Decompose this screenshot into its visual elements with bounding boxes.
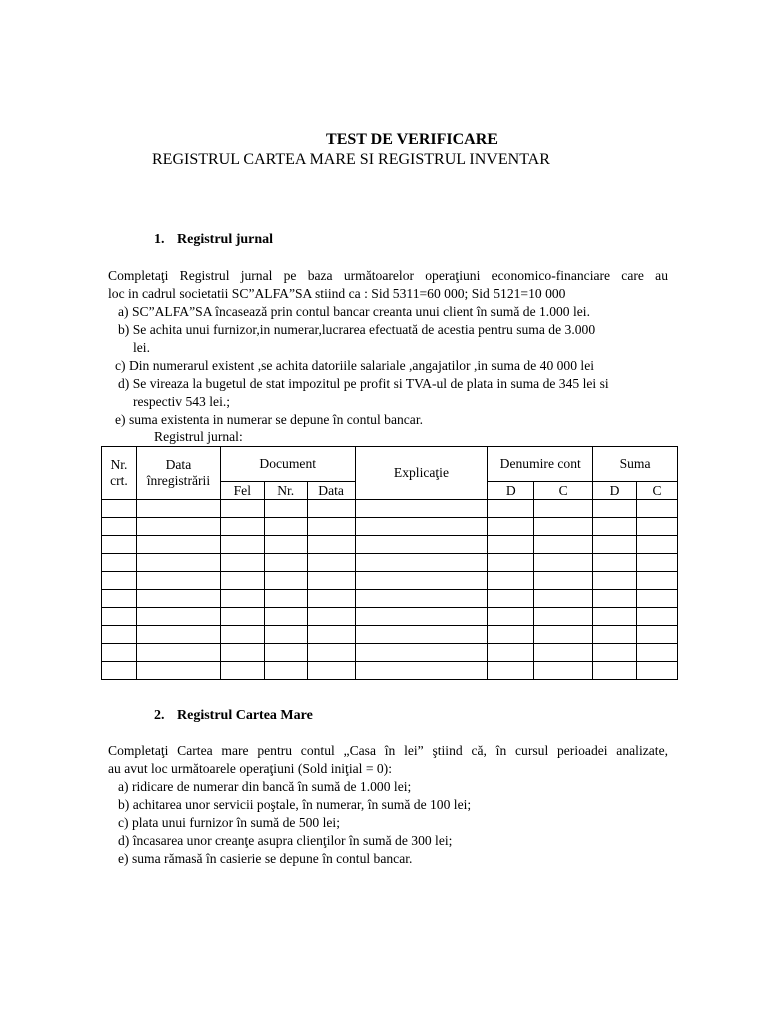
table-cell (102, 590, 137, 608)
subheader-fel: Fel (220, 482, 264, 500)
table-cell (136, 572, 220, 590)
table-cell (637, 644, 678, 662)
table-cell (264, 554, 307, 572)
table-cell (136, 554, 220, 572)
table-cell (637, 626, 678, 644)
table-cell (637, 608, 678, 626)
document-title: TEST DE VERIFICARE (326, 131, 498, 148)
table-header-row (102, 447, 678, 482)
table-cell (355, 644, 488, 662)
section1-title: Registrul jurnal (177, 232, 274, 247)
table-cell (593, 500, 637, 518)
table-cell (534, 590, 593, 608)
table-row (102, 608, 678, 626)
section2-operations-list (118, 778, 678, 868)
list-item: d) Se vireaza la bugetul de stat impozitul pe profit si TVA-ul de plata in suma de 345 lei si (118, 376, 609, 391)
table-cell (220, 554, 264, 572)
table-cell (307, 590, 355, 608)
section1-heading (154, 232, 273, 248)
table-cell (488, 518, 534, 536)
table-row (102, 644, 678, 662)
table-cell (488, 554, 534, 572)
table-cell (220, 572, 264, 590)
table-row (102, 536, 678, 554)
table-cell (534, 554, 593, 572)
table-cell (534, 626, 593, 644)
table-cell (264, 608, 307, 626)
table-cell (593, 644, 637, 662)
table-cell (307, 662, 355, 680)
table-cell (637, 536, 678, 554)
table-cell (102, 536, 137, 554)
table-body (102, 500, 678, 680)
table-cell (593, 554, 637, 572)
table-cell (220, 644, 264, 662)
table-cell (534, 644, 593, 662)
table-cell (593, 572, 637, 590)
list-item: a) SC”ALFA”SA încasează prin contul bancar creanta unui client în sumă de 1.000 lei. (118, 304, 590, 319)
table-cell (637, 590, 678, 608)
table-cell (488, 500, 534, 518)
table-cell (355, 608, 488, 626)
section2-title: Registrul Cartea Mare (177, 708, 313, 723)
table-cell (355, 518, 488, 536)
table-cell (307, 518, 355, 536)
table-cell (307, 536, 355, 554)
table-cell (136, 500, 220, 518)
table-cell (136, 536, 220, 554)
table-cell (488, 644, 534, 662)
table-cell (593, 590, 637, 608)
table-cell (534, 608, 593, 626)
section1-intro-line1: Completaţi Registrul jurnal pe baza următoarelor operaţiuni economico-financiare care au (108, 268, 668, 283)
table-cell (637, 662, 678, 680)
section1-operations-list (115, 303, 678, 429)
table-cell (637, 518, 678, 536)
list-item: b) Se achita unui furnizor,in numerar,lucrarea efectuată de acestia pentru suma de 3.000 (118, 322, 596, 337)
subheader-debit-cont: D (488, 482, 534, 500)
table-cell (637, 572, 678, 590)
table-cell (534, 572, 593, 590)
list-item: c) Din numerarul existent ,se achita datoriile salariale ,angajatilor ,in suma de 40 000 lei (115, 358, 595, 373)
table-cell (307, 572, 355, 590)
table-cell (534, 662, 593, 680)
table-cell (136, 644, 220, 662)
table-cell (220, 626, 264, 644)
subheader-credit-suma: C (637, 482, 678, 500)
section2-intro (108, 742, 668, 778)
table-cell (593, 626, 637, 644)
header-document: Document (220, 447, 355, 482)
section1-number: 1. (154, 232, 165, 247)
section2-heading (154, 708, 313, 724)
section2-number: 2. (154, 708, 165, 723)
table-cell (355, 662, 488, 680)
list-item: e) suma existenta in numerar se depune în contul bancar. (115, 412, 424, 427)
table-cell (307, 554, 355, 572)
table-cell (102, 554, 137, 572)
table-caption: Registrul jurnal: (154, 429, 243, 444)
table-cell (355, 626, 488, 644)
table-cell (264, 518, 307, 536)
table-cell (102, 518, 137, 536)
table-cell (593, 608, 637, 626)
table-cell (264, 662, 307, 680)
table-cell (264, 644, 307, 662)
table-row (102, 590, 678, 608)
table-cell (488, 590, 534, 608)
header-suma: Suma (593, 447, 678, 482)
header-nr-crt: Nr. crt. (102, 447, 137, 500)
table-cell (102, 644, 137, 662)
header-data-inregistrarii: Data înregistrării (136, 447, 220, 500)
table-cell (136, 662, 220, 680)
table-row (102, 500, 678, 518)
table-cell (488, 608, 534, 626)
document-subtitle: REGISTRUL CARTEA MARE SI REGISTRUL INVENTAR (152, 151, 550, 168)
table-cell (593, 518, 637, 536)
subheader-debit-suma: D (593, 482, 637, 500)
list-item-continuation: respectiv 543 lei.; (133, 394, 231, 409)
table-row (102, 626, 678, 644)
registrul-jurnal-table (101, 446, 678, 680)
table-cell (593, 662, 637, 680)
list-item: e) suma rămasă în casierie se depune în contul bancar. (118, 851, 413, 866)
table-cell (264, 500, 307, 518)
subheader-nr: Nr. (264, 482, 307, 500)
table-cell (355, 554, 488, 572)
table-cell (136, 608, 220, 626)
table-cell (136, 590, 220, 608)
table-cell (534, 500, 593, 518)
table-cell (307, 626, 355, 644)
table-cell (488, 572, 534, 590)
section1-intro (108, 267, 668, 303)
table-row (102, 572, 678, 590)
table-cell (136, 518, 220, 536)
table-cell (488, 536, 534, 554)
table-cell (102, 572, 137, 590)
table-cell (102, 626, 137, 644)
header-explicatie: Explicaţie (355, 447, 488, 500)
table-cell (102, 662, 137, 680)
table-cell (488, 662, 534, 680)
table-cell (307, 608, 355, 626)
table-cell (637, 500, 678, 518)
table-cell (220, 518, 264, 536)
section2-intro-line1: Completaţi Cartea mare pentru contul „Casa în lei” ştiind că, în cursul perioadei analizate, (108, 743, 668, 758)
table-cell (102, 500, 137, 518)
table-cell (264, 590, 307, 608)
subheader-credit-cont: C (534, 482, 593, 500)
table-row (102, 554, 678, 572)
table-cell (355, 500, 488, 518)
table-cell (488, 626, 534, 644)
table-cell (534, 518, 593, 536)
table-cell (355, 590, 488, 608)
table-cell (355, 536, 488, 554)
table-cell (264, 626, 307, 644)
table-cell (220, 590, 264, 608)
list-item-continuation: lei. (133, 340, 150, 355)
section1-intro-line2: loc in cadrul societatii SC”ALFA”SA stiind ca : Sid 5311=60 000; Sid 5121=10 000 (108, 286, 566, 301)
table-cell (220, 536, 264, 554)
list-item: d) încasarea unor creanţe asupra clienţilor în sumă de 300 lei; (118, 833, 453, 848)
list-item: a) ridicare de numerar din bancă în sumă de 1.000 lei; (118, 779, 412, 794)
table-cell (220, 662, 264, 680)
table-row (102, 662, 678, 680)
table-cell (355, 572, 488, 590)
table-cell (102, 608, 137, 626)
table-cell (220, 500, 264, 518)
list-item: c) plata unui furnizor în sumă de 500 lei; (118, 815, 340, 830)
table-cell (534, 536, 593, 554)
table-cell (637, 554, 678, 572)
table-row (102, 518, 678, 536)
table-cell (220, 608, 264, 626)
header-denumire-cont: Denumire cont (488, 447, 593, 482)
subheader-data: Data (307, 482, 355, 500)
section2-intro-line2: au avut loc următoarele operaţiuni (Sold iniţial = 0): (108, 761, 392, 776)
table-cell (593, 536, 637, 554)
table-cell (264, 536, 307, 554)
list-item: b) achitarea unor servicii poştale, în numerar, în sumă de 100 lei; (118, 797, 472, 812)
table-cell (264, 572, 307, 590)
table-cell (307, 500, 355, 518)
table-cell (307, 644, 355, 662)
table-cell (136, 626, 220, 644)
